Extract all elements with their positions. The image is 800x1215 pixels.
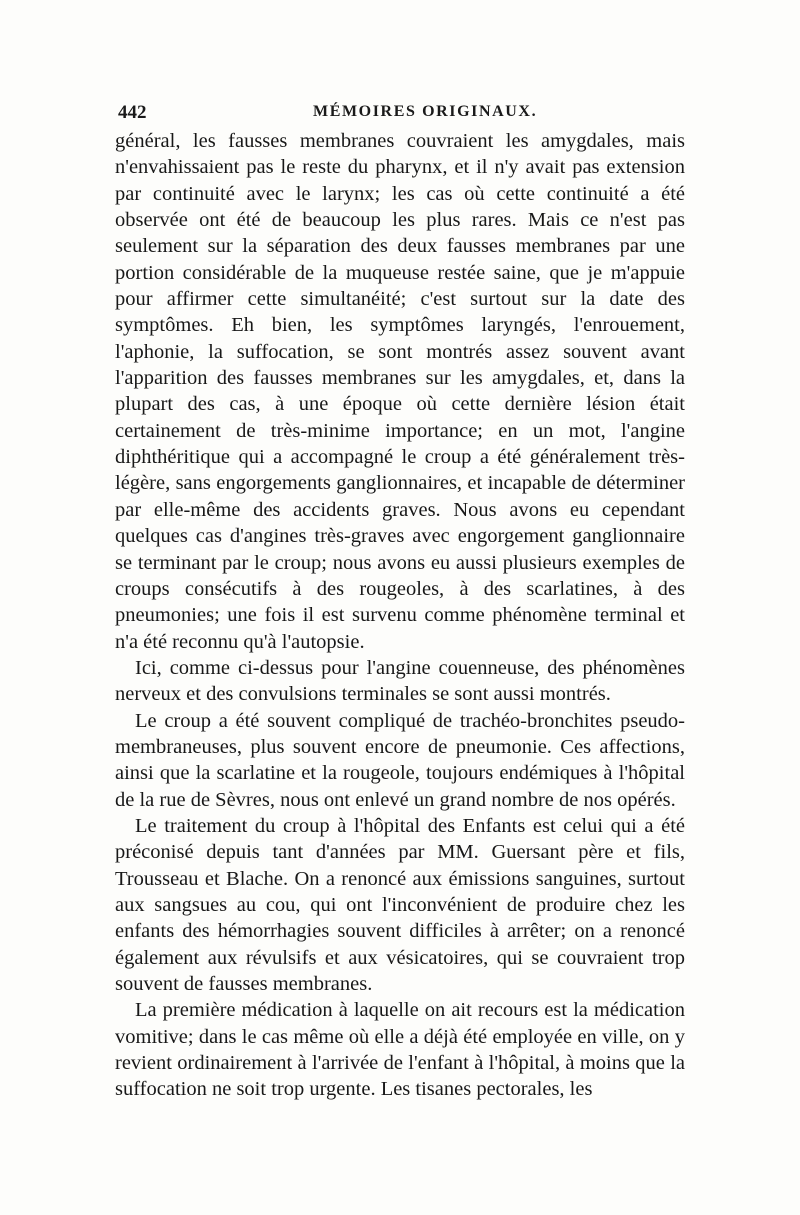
paragraph-complications: Le croup a été souvent compliqué de trachéo-bronchites pseudo-membraneuses, plus souvent encore de pneumonie. Ces affections, ainsi que la scarlatine et la rougeole, toujours endémiques à l'hôpital de la rue de Sèvres, nous ont enlevé un grand nombre de nos opérés.	[115, 709, 685, 811]
page-header	[118, 100, 688, 126]
paragraph-continuation: général, les fausses membranes couvraient les amygdales, mais n'envahissaient pas le reste du pharynx, et il n'y avait pas extension par continuité avec le larynx; les cas où cette continuité a été observée ont été de beaucoup les plus rares. Mais ce n'est pas seulement sur la séparation des deux fausses membranes par une portion considérable de la muqueuse restée saine, que je m'appuie pour affirmer cette simultanéité; c'est surtout sur la date des symptômes. Eh bien, les symptômes laryngés, l'enrouement, l'aphonie, la suffocation, se sont montrés assez souvent avant l'apparition des fausses membranes sur les amygdales, et, dans la plupart des cas, à une époque où cette dernière lésion était certainement de très-minime importance; en un mot, l'angine diphthéritique qui a accompagné le croup a été généralement très-légère, sans engorgements ganglionnaires, et incapable de déterminer par elle-même des accidents graves. Nous avons eu cependant quelques cas d'angines très-graves avec engorgement ganglionnaire se terminant par le croup; nous avons eu aussi plusieurs exemples de croups consécutifs à des rougeoles, à des scarlatines, à des pneumonies; une fois il est survenu comme phénomène terminal et n'a été reconnu qu'à l'autopsie.	[115, 130, 685, 653]
body-text	[115, 128, 685, 1103]
page-number: 442	[118, 102, 147, 123]
paragraph-first-medication: La première médication à laquelle on ait recours est la médication vomitive; dans le cas même où elle a déjà été employée en ville, on y revient ordinairement à l'arrivée de l'enfant à l'hôpital, à moins que la suffocation ne soit trop urgente. Les tisanes pectorales, les	[115, 999, 685, 1101]
paragraph-treatment: Le traitement du croup à l'hôpital des Enfants est celui qui a été préconisé depuis tant d'années par MM. Guersant père et fils, Trousseau et Blache. On a renoncé aux émissions sanguines, surtout aux sangsues au cou, qui ont l'inconvénient de produire chez les enfants des hémorrhagies souvent difficiles à arrêter; on a renoncé également aux révulsifs et aux vésicatoires, qui se couvraient trop souvent de fausses membranes.	[115, 814, 685, 995]
running-head: MÉMOIRES ORIGINAUX.	[313, 103, 538, 120]
paragraph-nervous-phenomena: Ici, comme ci-dessus pour l'angine couenneuse, des phénomènes nerveux et des convulsions terminales se sont aussi montrés.	[115, 656, 685, 706]
